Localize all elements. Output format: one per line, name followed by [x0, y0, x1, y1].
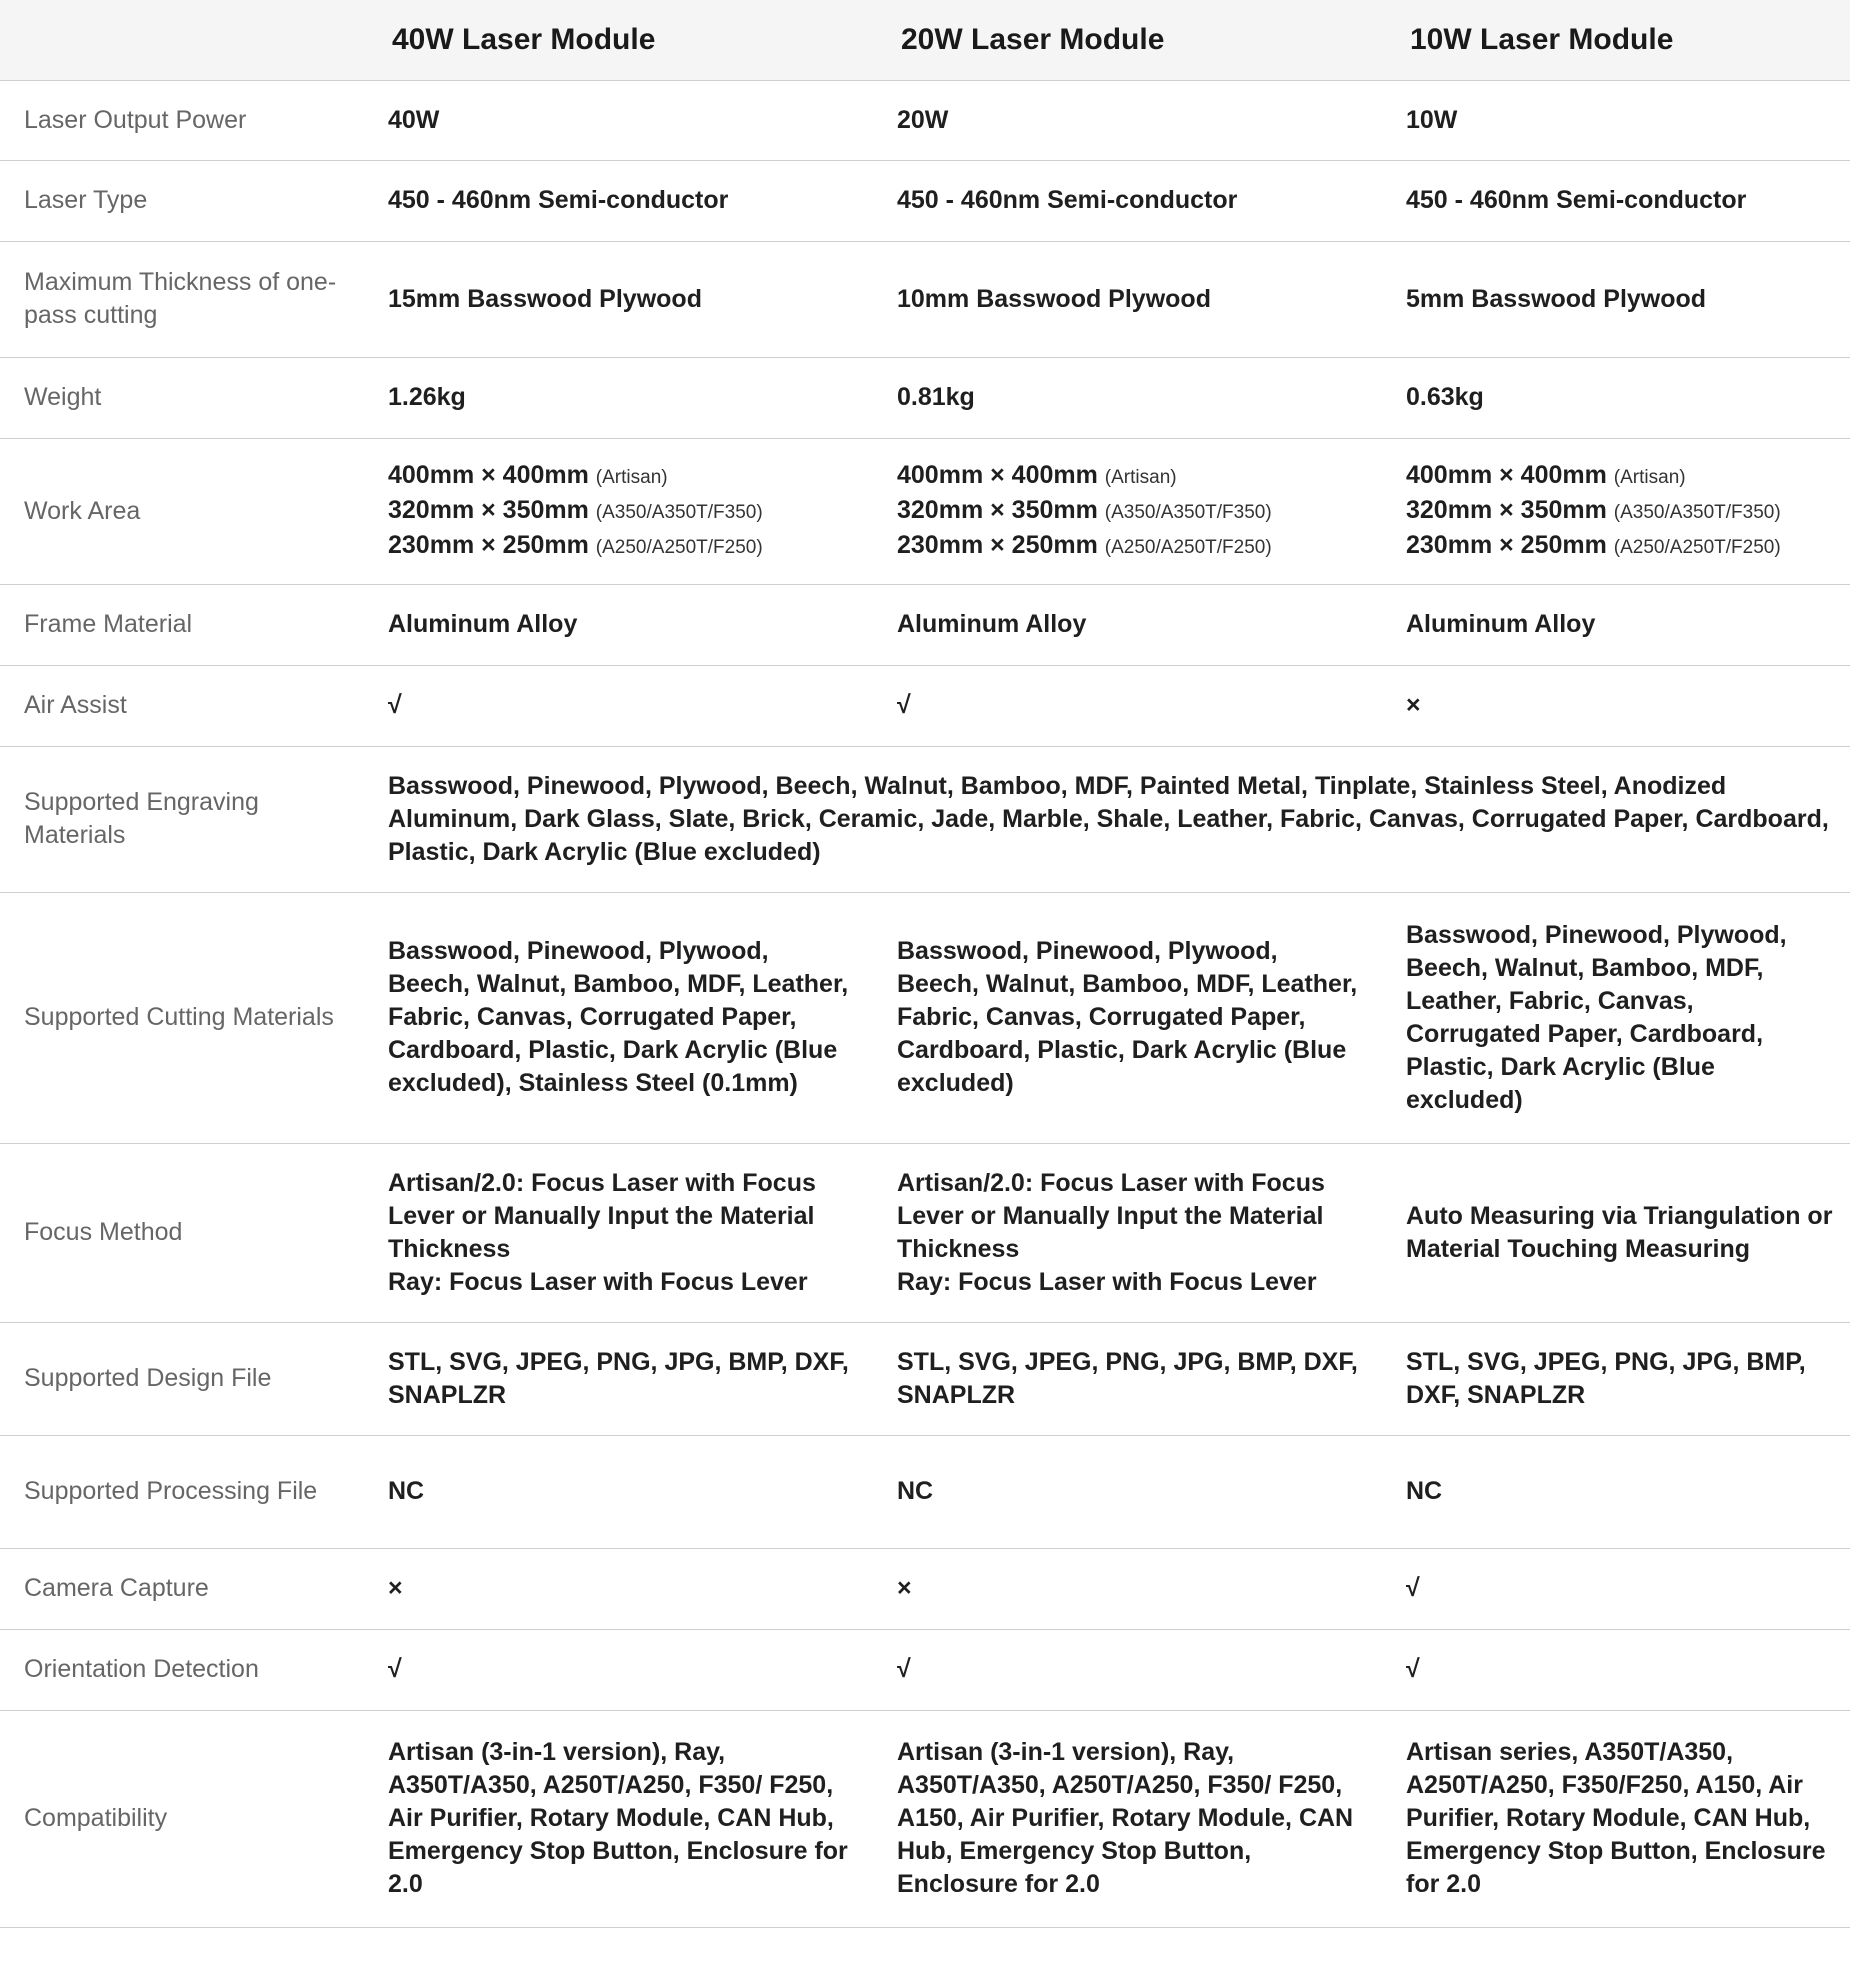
- header-row: [0, 0, 1850, 80]
- check-icon: √: [364, 1629, 873, 1710]
- work-area-line: 320mm × 350mm (A350/A350T/F350): [388, 495, 763, 524]
- row-label: Supported Cutting Materials: [0, 892, 364, 1143]
- cell-20w: 0.81kg: [873, 357, 1382, 438]
- row-output-power: [0, 80, 1850, 160]
- row-label: Supported Processing File: [0, 1435, 364, 1548]
- row-work-area: [0, 438, 1850, 584]
- row-label: Focus Method: [0, 1143, 364, 1322]
- work-area-line: 320mm × 350mm (A350/A350T/F350): [1406, 495, 1781, 524]
- cross-icon: ×: [364, 1548, 873, 1629]
- cell-10w: Aluminum Alloy: [1382, 584, 1850, 665]
- cell-40w: 1.26kg: [364, 357, 873, 438]
- row-label: Orientation Detection: [0, 1629, 364, 1710]
- cross-icon: ×: [1382, 665, 1850, 746]
- work-area-line: 400mm × 400mm (Artisan): [388, 460, 668, 489]
- row-focus-method: [0, 1143, 1850, 1322]
- cell-10w: NC: [1382, 1435, 1850, 1548]
- row-thickness: [0, 241, 1850, 357]
- header-empty-cell: [0, 0, 364, 80]
- cell-20w: Aluminum Alloy: [873, 584, 1382, 665]
- cell-20w: Artisan (3-in-1 version), Ray, A350T/A350, A250T/A250, F350/ F250, A150, Air Purifier, Rotary Module, CAN Hub, Emergency Stop Button, Enclosure for 2.0: [873, 1710, 1382, 1927]
- row-weight: [0, 357, 1850, 438]
- row-engraving-materials: [0, 746, 1850, 892]
- check-icon: √: [873, 1629, 1382, 1710]
- header-40w: 40W Laser Module: [364, 0, 873, 80]
- cell-20w: [873, 438, 1382, 584]
- row-label: Compatibility: [0, 1710, 364, 1927]
- row-label: Work Area: [0, 438, 364, 584]
- cell-20w: Basswood, Pinewood, Plywood, Beech, Walnut, Bamboo, MDF, Leather, Fabric, Canvas, Corrugated Paper, Cardboard, Plastic, Dark Acrylic (Blue excluded): [873, 892, 1382, 1143]
- cell-40w: Aluminum Alloy: [364, 584, 873, 665]
- check-icon: √: [1382, 1548, 1850, 1629]
- cell-all-modules: Basswood, Pinewood, Plywood, Beech, Walnut, Bamboo, MDF, Painted Metal, Tinplate, Stainless Steel, Anodized Aluminum, Dark Glass, Slate, Brick, Ceramic, Jade, Marble, Shale, Leather, Fabric, Canvas, Corrugated Paper, Cardboard, Plastic, Dark Acrylic (Blue excluded): [364, 746, 1850, 892]
- cell-10w: Artisan series, A350T/A350, A250T/A250, F350/F250, A150, Air Purifier, Rotary Module, CAN Hub, Emergency Stop Button, Enclosure for 2.0: [1382, 1710, 1850, 1927]
- work-area-line: 230mm × 250mm (A250/A250T/F250): [897, 530, 1272, 559]
- row-design-file: [0, 1322, 1850, 1435]
- row-label: Camera Capture: [0, 1548, 364, 1629]
- cell-40w: 15mm Basswood Plywood: [364, 241, 873, 357]
- row-air-assist: [0, 665, 1850, 746]
- cell-10w: 0.63kg: [1382, 357, 1850, 438]
- cell-40w: [364, 438, 873, 584]
- cell-40w: 450 - 460nm Semi-conductor: [364, 160, 873, 241]
- cell-40w: 40W: [364, 80, 873, 160]
- cell-40w: NC: [364, 1435, 873, 1548]
- row-compatibility: [0, 1710, 1850, 1927]
- cell-10w: STL, SVG, JPEG, PNG, JPG, BMP, DXF, SNAPLZR: [1382, 1322, 1850, 1435]
- row-orientation-detection: [0, 1629, 1850, 1710]
- cell-10w: Basswood, Pinewood, Plywood, Beech, Walnut, Bamboo, MDF, Leather, Fabric, Canvas, Corrugated Paper, Cardboard, Plastic, Dark Acrylic (Blue excluded): [1382, 892, 1850, 1143]
- work-area-line: 400mm × 400mm (Artisan): [1406, 460, 1686, 489]
- row-frame-material: [0, 584, 1850, 665]
- check-icon: √: [1382, 1629, 1850, 1710]
- cell-40w: Basswood, Pinewood, Plywood, Beech, Walnut, Bamboo, MDF, Leather, Fabric, Canvas, Corrugated Paper, Cardboard, Plastic, Dark Acrylic (Blue excluded), Stainless Steel (0.1mm): [364, 892, 873, 1143]
- row-label: Frame Material: [0, 584, 364, 665]
- cell-40w: Artisan/2.0: Focus Laser with Focus Lever or Manually Input the Material Thickness Ray: Focus Laser with Focus Lever: [364, 1143, 873, 1322]
- header-10w: 10W Laser Module: [1382, 0, 1850, 80]
- cell-10w: Auto Measuring via Triangulation or Material Touching Measuring: [1382, 1143, 1850, 1322]
- row-camera-capture: [0, 1548, 1850, 1629]
- cell-20w: 20W: [873, 80, 1382, 160]
- row-label: Laser Type: [0, 160, 364, 241]
- check-icon: √: [873, 665, 1382, 746]
- cell-10w: 10W: [1382, 80, 1850, 160]
- row-laser-type: [0, 160, 1850, 241]
- cell-20w: 450 - 460nm Semi-conductor: [873, 160, 1382, 241]
- cell-20w: 10mm Basswood Plywood: [873, 241, 1382, 357]
- row-label: Supported Design File: [0, 1322, 364, 1435]
- cell-20w: Artisan/2.0: Focus Laser with Focus Lever or Manually Input the Material Thickness Ray: Focus Laser with Focus Lever: [873, 1143, 1382, 1322]
- cell-20w: NC: [873, 1435, 1382, 1548]
- row-label: Air Assist: [0, 665, 364, 746]
- row-cutting-materials: [0, 892, 1850, 1143]
- work-area-line: 400mm × 400mm (Artisan): [897, 460, 1177, 489]
- header-20w: 20W Laser Module: [873, 0, 1382, 80]
- row-label: Maximum Thickness of one-pass cutting: [0, 241, 364, 357]
- row-label: Weight: [0, 357, 364, 438]
- row-processing-file: [0, 1435, 1850, 1548]
- cross-icon: ×: [873, 1548, 1382, 1629]
- work-area-line: 230mm × 250mm (A250/A250T/F250): [388, 530, 763, 559]
- cell-10w: 450 - 460nm Semi-conductor: [1382, 160, 1850, 241]
- cell-40w: STL, SVG, JPEG, PNG, JPG, BMP, DXF, SNAPLZR: [364, 1322, 873, 1435]
- work-area-line: 230mm × 250mm (A250/A250T/F250): [1406, 530, 1781, 559]
- table-header: [0, 0, 1850, 80]
- cell-10w: [1382, 438, 1850, 584]
- check-icon: √: [364, 665, 873, 746]
- work-area-line: 320mm × 350mm (A350/A350T/F350): [897, 495, 1272, 524]
- cell-20w: STL, SVG, JPEG, PNG, JPG, BMP, DXF, SNAPLZR: [873, 1322, 1382, 1435]
- cell-10w: 5mm Basswood Plywood: [1382, 241, 1850, 357]
- row-label: Laser Output Power: [0, 80, 364, 160]
- row-label: Supported Engraving Materials: [0, 746, 364, 892]
- cell-40w: Artisan (3-in-1 version), Ray, A350T/A350, A250T/A250, F350/ F250, Air Purifier, Rotary Module, CAN Hub, Emergency Stop Button, Enclosure for 2.0: [364, 1710, 873, 1927]
